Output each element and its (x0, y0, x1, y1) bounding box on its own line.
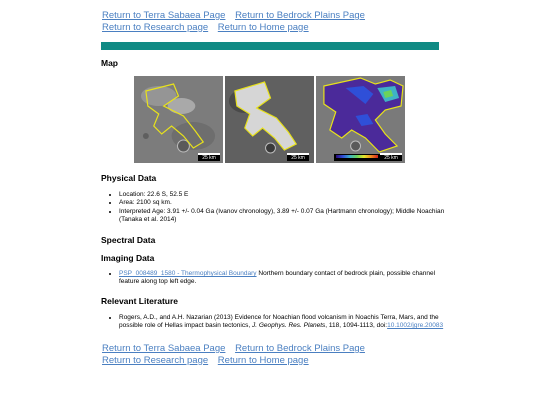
scale-bar: 25 km (287, 153, 309, 161)
link-research[interactable]: Return to Research page (102, 21, 209, 33)
journal-name: J. Geophys. Res. Planets (251, 322, 326, 330)
top-nav (102, 10, 372, 33)
map-panel-thermal (225, 76, 314, 163)
accent-bar (101, 42, 439, 50)
section-title-literature: Relevant Literature (101, 296, 178, 306)
bottom-nav (102, 343, 372, 366)
link-home[interactable]: Return to Home page (217, 21, 309, 33)
map-panel-visible (134, 76, 223, 163)
color-scale (334, 154, 380, 161)
scale-bar: 25 km (380, 153, 402, 161)
link-home[interactable]: Return to Home page (217, 354, 309, 366)
imaging-description: Northern boundary contact of bedrock plain, possible channel feature along top left edge. (119, 270, 436, 286)
physical-data-list (110, 191, 449, 225)
citation-text: Rogers, A.D., and A.H. Nazarian (2013) Evidence for Noachian flood volcanism in Noachis Terra, Mars, and the possible role of Hellas impact basin tectonics, (119, 314, 439, 330)
link-terra-sabaea[interactable]: Return to Terra Sabaea Page (102, 10, 226, 21)
location-item: • Location: 22.6 S, 52.5 E (119, 191, 449, 199)
scale-bar: 25 km (198, 153, 220, 161)
citation-text-2: , 118, 1094-1113, doi: (325, 322, 388, 330)
section-title-spectral: Spectral Data (101, 235, 156, 245)
imaging-item (119, 270, 449, 287)
link-psp-image[interactable]: PSP_008489_1580 - Thermophysical Boundary (119, 270, 257, 277)
literature-list (110, 314, 449, 331)
link-terra-sabaea[interactable]: Return to Terra Sabaea Page (102, 343, 226, 354)
literature-item (119, 314, 449, 331)
section-title-imaging: Imaging Data (101, 253, 155, 263)
link-doi[interactable]: 10.1002/jgre.20083 (387, 322, 444, 330)
section-title-physical: Physical Data (101, 173, 157, 183)
link-research[interactable]: Return to Research page (102, 354, 209, 366)
area-item: • Area: 2100 sq km. (119, 199, 449, 207)
section-title-map: Map (101, 58, 118, 68)
link-bedrock-plains[interactable]: Return to Bedrock Plains Page (235, 10, 365, 21)
map-image (134, 76, 405, 163)
imaging-data-list (110, 270, 449, 287)
map-panel-color (316, 76, 405, 163)
age-item: • Interpreted Age: 3.91 +/- 0.04 Ga (Ivanov chronology), 3.89 +/- 0.07 Ga (Hartmann chronology); Middle Noachian (Tanaka et al. 2014) (119, 208, 449, 225)
link-bedrock-plains[interactable]: Return to Bedrock Plains Page (235, 343, 365, 354)
